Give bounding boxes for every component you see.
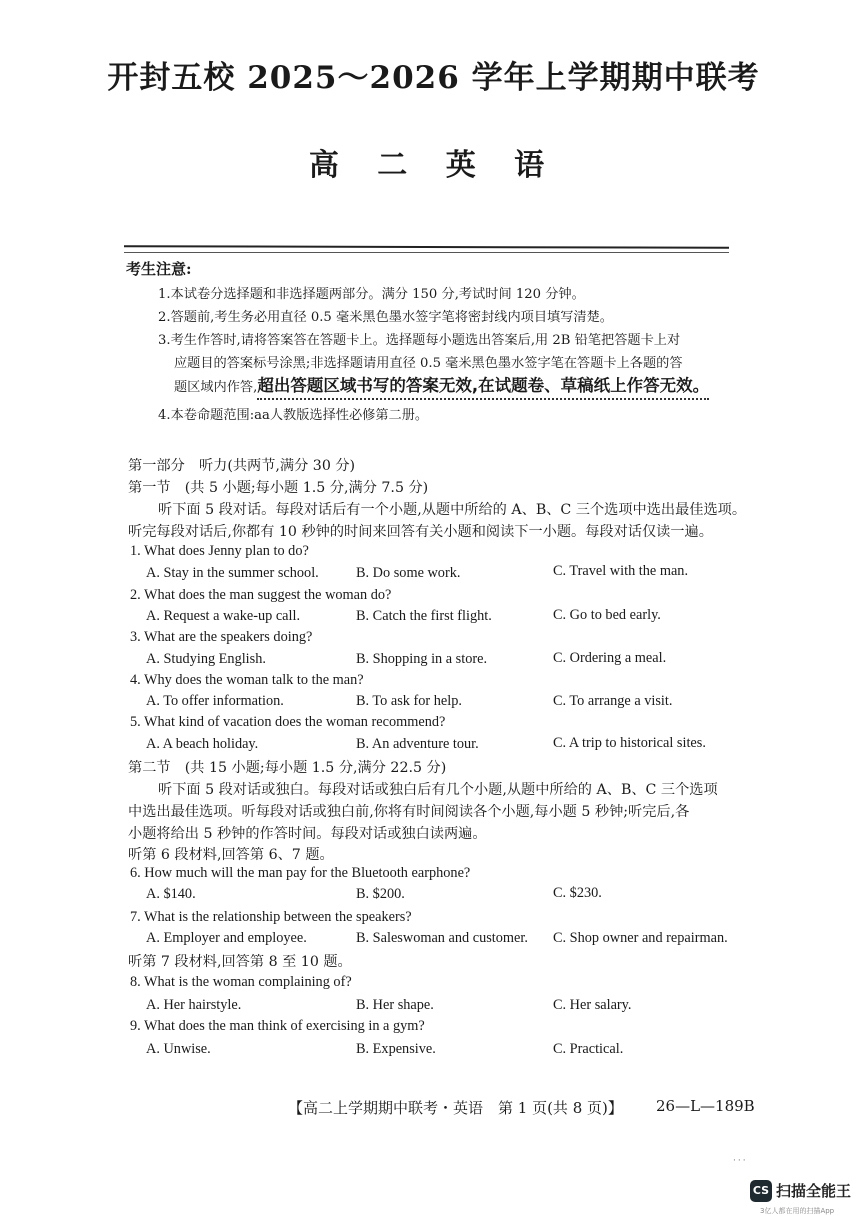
q4-option-c: C. To arrange a visit. (553, 693, 673, 709)
section2-heading: 第二节 (共 15 小题;每小题 1.5 分,满分 22.5 分) (128, 760, 447, 776)
question-4: 4. Why does the woman talk to the man? (130, 672, 364, 688)
q6-option-a: A. $140. (146, 886, 196, 902)
page-footer-code: 26—L—189B (656, 1097, 755, 1115)
question-9: 9. What does the man think of exercising in a gym? (130, 1018, 425, 1034)
question-6: 6. How much will the man pay for the Bluetooth earphone? (130, 865, 471, 881)
notice-item-3-prefix: 题区域内作答, (174, 380, 258, 395)
q6-option-c: C. $230. (553, 885, 602, 901)
exam-title: 开封五校 2025～2026 学年上学期期中联考 (107, 60, 760, 96)
section2-instructions-1: 听下面 5 段对话或独白。每段对话或独白后有几个小题,从题中所给的 A、B、C 三个选项 (158, 782, 718, 798)
q2-option-c: C. Go to bed early. (553, 607, 661, 623)
notice-item-1: 1.本试卷分选择题和非选择题两部分。满分 150 分,考试时间 120 分钟。 (158, 287, 585, 302)
notice-item-4: 4.本卷命题范围:aa人教版选择性必修第二册。 (158, 408, 429, 423)
section2-instructions-2: 中选出最佳选项。听每段对话或独白前,你将有时间阅读各个小题,每小题 5 秒钟;听完后,各 (128, 804, 690, 820)
exam-subject: 高 二 英 语 (308, 148, 559, 183)
notice-item-3-line-3 (174, 372, 709, 396)
camscanner-tagline: 3亿人都在用的扫描App (760, 1207, 835, 1215)
scan-dots-mark: ··· (733, 1156, 748, 1166)
question-3: 3. What are the speakers doing? (130, 629, 313, 645)
q1-option-b: B. Do some work. (356, 565, 461, 581)
q9-option-b: B. Expensive. (356, 1041, 436, 1057)
question-7: 7. What is the relationship between the speakers? (130, 909, 412, 925)
q8-option-a: A. Her hairstyle. (146, 997, 242, 1013)
q7-option-b: B. Saleswoman and customer. (356, 930, 528, 946)
q7-option-c: C. Shop owner and repairman. (553, 930, 728, 946)
question-5: 5. What kind of vacation does the woman recommend? (130, 714, 446, 730)
q1-option-a: A. Stay in the summer school. (146, 565, 319, 581)
notice-item-2: 2.答题前,考生务必用直径 0.5 毫米黑色墨水签字笔将密封线内项目填写清楚。 (158, 310, 613, 325)
question-8: 8. What is the woman complaining of? (130, 974, 352, 990)
q4-option-a: A. To offer information. (146, 693, 284, 709)
section1-heading: 第一节 (共 5 小题;每小题 1.5 分,满分 7.5 分) (128, 480, 429, 496)
q3-option-c: C. Ordering a meal. (553, 650, 667, 666)
section2-instructions-3: 小题将给出 5 秒钟的作答时间。每段对话或独白读两遍。 (128, 826, 487, 842)
part1-heading: 第一部分 听力(共两节,满分 30 分) (128, 458, 356, 474)
q4-option-b: B. To ask for help. (356, 693, 462, 709)
camscanner-logo-icon: CS (750, 1180, 772, 1202)
q6-option-b: B. $200. (356, 886, 405, 902)
q5-option-b: B. An adventure tour. (356, 736, 479, 752)
notice-item-3-emphasis: 超出答题区域书写的答案无效,在试题卷、草稿纸上作答无效。 (257, 376, 709, 400)
notice-heading: 考生注意: (126, 260, 192, 278)
question-1: 1. What does Jenny plan to do? (130, 543, 309, 559)
material-7-note: 听第 7 段材料,回答第 8 至 10 题。 (128, 954, 352, 970)
q1-option-c: C. Travel with the man. (553, 563, 689, 579)
header-divider (124, 245, 729, 249)
section1-instructions-1: 听下面 5 段对话。每段对话后有一个小题,从题中所给的 A、B、C 三个选项中选出最佳选项。 (158, 502, 747, 518)
material-6-note: 听第 6 段材料,回答第 6、7 题。 (128, 847, 334, 863)
q2-option-b: B. Catch the first flight. (356, 608, 492, 624)
q9-option-a: A. Unwise. (146, 1041, 211, 1057)
section1-instructions-2: 听完每段对话后,你都有 10 秒钟的时间来回答有关小题和阅读下一小题。每段对话仅读一遍。 (128, 524, 713, 540)
q5-option-a: A. A beach holiday. (146, 736, 259, 752)
q9-option-c: C. Practical. (553, 1041, 624, 1057)
notice-item-3-line-2: 应题目的答案标号涂黑;非选择题请用直径 0.5 毫米黑色墨水签字笔在答题卡上各题的答 (174, 356, 683, 371)
q2-option-a: A. Request a wake-up call. (146, 608, 301, 624)
q8-option-b: B. Her shape. (356, 997, 434, 1013)
camscanner-name: 扫描全能王 (776, 1182, 852, 1200)
q5-option-c: C. A trip to historical sites. (553, 735, 706, 751)
notice-item-3-line-1: 3.考生作答时,请将答案答在答题卡上。选择题每小题选出答案后,用 2B 铅笔把答题卡上对 (158, 333, 681, 348)
q8-option-c: C. Her salary. (553, 997, 632, 1013)
question-2: 2. What does the man suggest the woman do? (130, 587, 392, 603)
q3-option-b: B. Shopping in a store. (356, 651, 488, 667)
page-footer-label: 【高二上学期期中联考・英语 第 1 页(共 8 页)】 (288, 1099, 623, 1117)
q3-option-a: A. Studying English. (146, 651, 266, 667)
header-divider-thin (124, 252, 729, 253)
q7-option-a: A. Employer and employee. (146, 930, 307, 946)
